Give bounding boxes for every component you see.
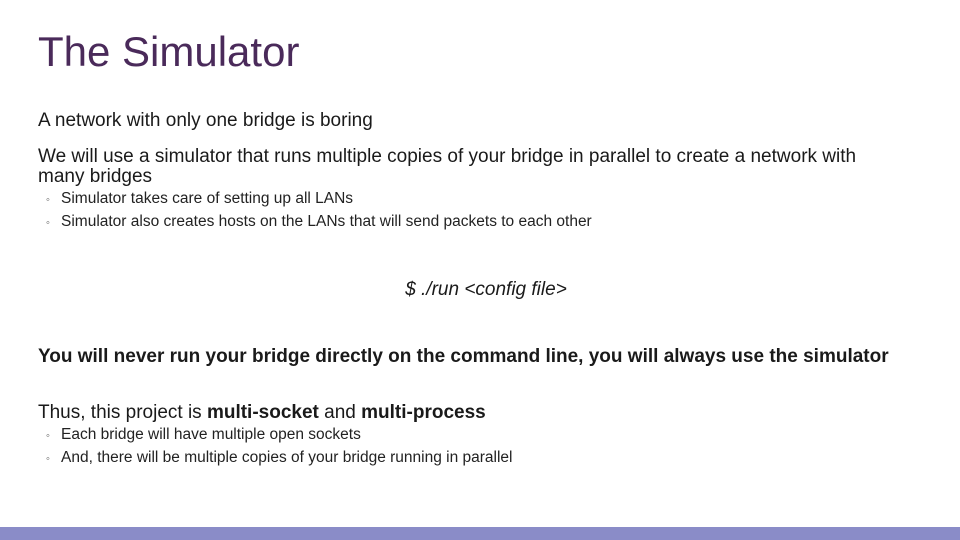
slide-title: The Simulator — [38, 28, 300, 75]
process-bullet-list — [46, 424, 512, 470]
bullet-text: Each bridge will have multiple open sockets — [61, 426, 361, 443]
paragraph-simulator-intro: We will use a simulator that runs multiple copies of your bridge in parallel to create a network with many bridges — [38, 146, 857, 187]
paragraph-one-bridge: A network with only one bridge is boring — [38, 110, 373, 131]
simulator-bullet-list — [46, 188, 592, 234]
run-command: $ ./run <config file> — [405, 279, 567, 300]
paragraph-multi-socket-process — [38, 403, 898, 423]
footer-bar — [0, 527, 960, 540]
paragraph-never-run-directly: You will never run your bridge directly on the command line, you will always use the simulator — [38, 346, 889, 367]
bullet-text: Simulator also creates hosts on the LANs that will send packets to each other — [61, 213, 592, 230]
text-prefix: Thus, this project is — [38, 402, 207, 423]
list-item — [46, 447, 512, 470]
text-mid: and — [318, 402, 362, 423]
bullet-text: Simulator takes care of setting up all LANs — [61, 190, 354, 207]
multi-process-term: multi-process — [361, 402, 486, 423]
bullet-icon: ◦ — [46, 217, 50, 229]
bullet-text: And, there will be multiple copies of your bridge running in parallel — [61, 449, 513, 466]
bullet-icon: ◦ — [46, 430, 50, 442]
list-item — [46, 211, 592, 234]
bullet-icon: ◦ — [46, 194, 50, 206]
multi-socket-term: multi-socket — [206, 402, 319, 423]
list-item — [46, 424, 512, 447]
bullet-icon: ◦ — [46, 453, 50, 465]
list-item — [46, 188, 592, 211]
